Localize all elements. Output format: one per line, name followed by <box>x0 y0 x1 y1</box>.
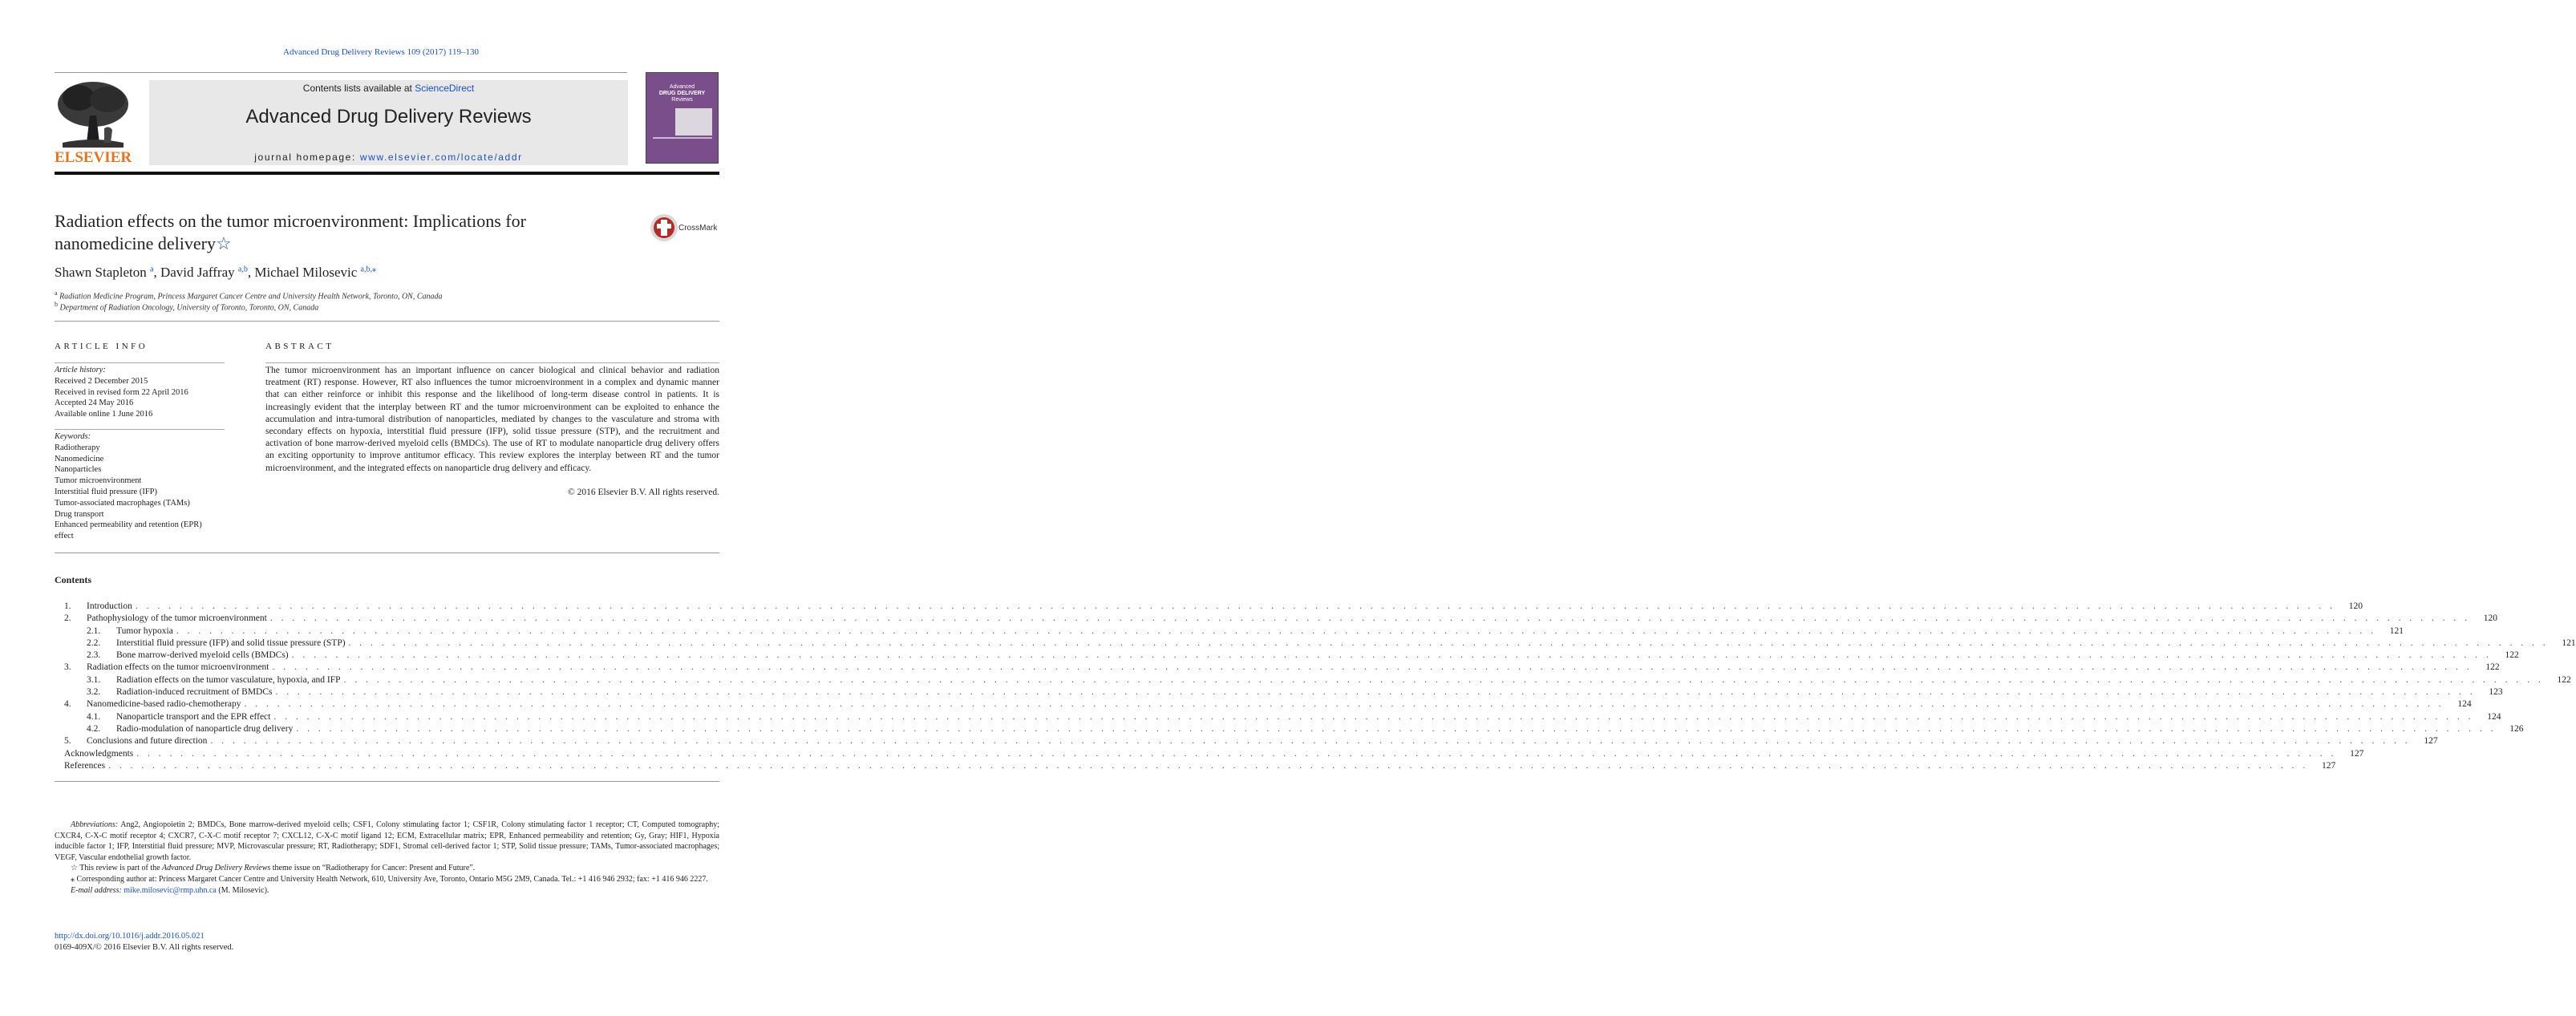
email-link[interactable]: mike.milosevic@rmp.uhn.ca <box>124 885 217 895</box>
theme-footnote-text: This review is part of the <box>77 864 163 873</box>
article-title <box>55 210 632 255</box>
keywords-label: Keywords: <box>55 432 91 441</box>
toc-entry[interactable] <box>64 625 2404 638</box>
theme-footnote-journal: Advanced Drug Delivery Reviews <box>162 864 271 873</box>
email-footnote <box>55 885 719 897</box>
toc-number: 1. <box>64 601 71 611</box>
abbreviations-label: Abbreviations: <box>71 820 119 829</box>
footnote-star: ☆ <box>71 864 78 873</box>
email-suffix: (M. Milosevic). <box>216 885 269 895</box>
elsevier-logo <box>55 80 132 165</box>
author-affiliation-mark[interactable]: a,b <box>237 265 248 274</box>
toc-entry[interactable] <box>64 748 2364 760</box>
toc-page-number: 126 <box>2509 723 2524 734</box>
toc-page-number: 127 <box>2424 736 2438 747</box>
homepage-label: journal homepage: <box>254 152 360 163</box>
toc-number: 2. <box>64 613 71 624</box>
table-of-contents <box>64 601 2576 772</box>
toc-entry[interactable] <box>64 698 2472 710</box>
toc-leader-dots: . . . . . . . . . . . . . . . . . . . . . . . . . . . . . . . . . . . . . . . . . . . . . . . . . . . . . . . . . . . . . . . . . . . . . . . . . . . . . . . . . . . . . . . . . . . . . . . . . . . . . . . . . . . . . . . . . . . . . . . . . . . . . . . . . . . . . . . . . . . . . . . . . . . . . . . . . . . . . . . . . . . . . . . . . . . . . . . . . . . . . . . . . . . . . . . . . . . . . . . . <box>135 601 2335 611</box>
email-label: E-mail address: <box>71 885 122 895</box>
cover-title-line1: Advanced <box>669 84 695 90</box>
toc-leader-dots: . . . . . . . . . . . . . . . . . . . . . . . . . . . . . . . . . . . . . . . . . . . . . . . . . . . . . . . . . . . . . . . . . . . . . . . . . . . . . . . . . . . . . . . . . . . . . . . . . . . . . . . . . . . . . . . . . . . . . . . . . . . . . . . . . . . . . . . . . . . . . . . . . . . . . . . . . . . . . . . . . . . . . . . . . . . . . . . . . . . . . . . . . . . . . . . . . . . . . . . . <box>275 687 2476 698</box>
toc-page-number: 124 <box>2457 699 2472 710</box>
toc-entry[interactable] <box>64 711 2501 723</box>
title-footnote-star[interactable]: ☆ <box>215 233 232 253</box>
author-separator: , <box>247 265 252 280</box>
journal-citation[interactable]: Advanced Drug Delivery Reviews 109 (2017) 119–130 <box>283 47 479 57</box>
toc-page-number: 122 <box>2485 662 2500 673</box>
toc-entry[interactable] <box>64 723 2524 735</box>
sciencedirect-link[interactable]: ScienceDirect <box>415 83 475 94</box>
abstract-heading: ABSTRACT <box>265 342 334 351</box>
toc-number: 2.2. <box>87 638 101 648</box>
history-item: Received in revised form 22 April 2016 <box>55 387 188 397</box>
toc-label[interactable]: Conclusions and future direction <box>87 736 208 747</box>
article-info-heading: ARTICLE INFO <box>55 342 148 351</box>
author-separator: , <box>153 265 157 280</box>
journal-cover <box>646 72 719 164</box>
history-item: Received 2 December 2015 <box>55 376 148 386</box>
toc-entry[interactable] <box>64 638 2576 650</box>
toc-leader-dots: . . . . . . . . . . . . . . . . . . . . . . . . . . . . . . . . . . . . . . . . . . . . . . . . . . . . . . . . . . . . . . . . . . . . . . . . . . . . . . . . . . . . . . . . . . . . . . . . . . . . . . . . . . . . . . . . . . . . . . . . . . . . . . . . . . . . . . . . . . . . . . . . . . . . . . . . . . . . . . . . . . . . . . . . . . . . . . . . . . . . . . . . . . . . . . . . . . . . . . . . <box>176 625 2376 636</box>
toc-number: 3. <box>64 662 71 673</box>
toc-leader-dots: . . . . . . . . . . . . . . . . . . . . . . . . . . . . . . . . . . . . . . . . . . . . . . . . . . . . . . . . . . . . . . . . . . . . . . . . . . . . . . . . . . . . . . . . . . . . . . . . . . . . . . . . . . . . . . . . . . . . . . . . . . . . . . . . . . . . . . . . . . . . . . . . . . . . . . . . . . . . . . . . . . . . . . . . . . . . . . . . . . . . . . . . . . . . . . . . . . . . . . . . <box>348 638 2549 648</box>
keywords <box>55 431 225 542</box>
keyword: Tumor-associated macrophages (TAMs) <box>55 498 190 508</box>
header-thick-rule <box>55 172 719 175</box>
author-list <box>55 265 376 281</box>
crossmark-label: CrossMark <box>678 224 718 233</box>
keyword: Nanomedicine <box>55 454 104 463</box>
author: David Jaffray <box>160 265 235 280</box>
toc-leader-dots: . . . . . . . . . . . . . . . . . . . . . . . . . . . . . . . . . . . . . . . . . . . . . . . . . . . . . . . . . . . . . . . . . . . . . . . . . . . . . . . . . . . . . . . . . . . . . . . . . . . . . . . . . . . . . . . . . . . . . . . . . . . . . . . . . . . . . . . . . . . . . . . . . . . . . . . . . . . . . . . . . . . . . . . . . . . . . . . . . . . . . . . . . . . . . . . . . . . . . . . . <box>273 711 2474 722</box>
toc-leader-dots: . . . . . . . . . . . . . . . . . . . . . . . . . . . . . . . . . . . . . . . . . . . . . . . . . . . . . . . . . . . . . . . . . . . . . . . . . . . . . . . . . . . . . . . . . . . . . . . . . . . . . . . . . . . . . . . . . . . . . . . . . . . . . . . . . . . . . . . . . . . . . . . . . . . . . . . . . . . . . . . . . . . . . . . . . . . . . . . . . . . . . . . . . . . . . . . . . . . . . . . . <box>108 760 2309 771</box>
doi-link[interactable]: http://dx.doi.org/10.1016/j.addr.2016.05.021 <box>55 932 205 941</box>
toc-label[interactable]: Nanoparticle transport and the EPR effect <box>116 711 271 722</box>
toc-entry[interactable] <box>64 686 2503 698</box>
abbreviations-text: Ang2, Angiopoietin 2; BMDCs, Bone marrow-derived myeloid cells; CSF1, Colony stimulating factor 1; CSF1R, Colony stimulating factor 1 receptor; CT, Computed tomography; CXCR4, C-X-C motif receptor 4; CXCR7, C-X-C motif receptor 7; CXCL12, C-X-C motif ligand 12; ECM, Extracellular matrix; EPR, Enhanced permeability and retention; Gy, Gray; HIF1, Hypoxia inducible factor 1; IFP, Interstitial fluid pressure; MVP, Microvascular pressure; RT, Radiotherapy; SDF1, Stromal cell-derived factor 1; STP, Solid tissue pressure; TAMs, Tumor-associated macrophages; VEGF, Vascular endothelial growth factor. <box>55 820 719 862</box>
affiliation-mark: b <box>55 301 58 308</box>
affiliation-text: Department of Radiation Oncology, University of Toronto, Toronto, ON, Canada <box>59 303 319 313</box>
toc-entry[interactable] <box>64 674 2571 686</box>
toc-label[interactable]: Introduction <box>87 601 132 611</box>
toc-page-number: 121 <box>2562 638 2576 648</box>
keyword: Tumor microenvironment <box>55 476 142 486</box>
toc-leader-dots: . . . . . . . . . . . . . . . . . . . . . . . . . . . . . . . . . . . . . . . . . . . . . . . . . . . . . . . . . . . . . . . . . . . . . . . . . . . . . . . . . . . . . . . . . . . . . . . . . . . . . . . . . . . . . . . . . . . . . . . . . . . . . . . . . . . . . . . . . . . . . . . . . . . . . . . . . . . . . . . . . . . . . . . . . . . . . . . . . . . . . . . . . . . . . . . . . . . . . . . . <box>136 748 2337 759</box>
article-info-rule <box>55 362 225 363</box>
toc-number: 2.3. <box>87 650 101 661</box>
toc-entry[interactable] <box>64 601 2363 613</box>
toc-label[interactable]: Radio-modulation of nanoparticle drug delivery <box>116 723 294 734</box>
abstract-text: The tumor microenvironment has an important influence on cancer biological and clinical behavior and radiation treatment (RT) response. However, RT also influences the tumor microenvironment in a complex and dynamic manner that can either reinforce or inhibit this response and the likelihood of long-term disease control in patients. It is increasingly evident that the interplay between RT and the tumor microenvironment can be exploited to enhance the accumulation and intra-tumoral distribution of nanoparticles, mediated by changes to the vasculature and stroma with secondary effects on hypoxia, interstitial fluid pressure (IFP), solid tissue pressure (STP), and the recruitment and activation of bone marrow-derived myeloid cells (BMDCs). The use of RT to modulate nanoparticle drug delivery offers an exciting opportunity to improve antitumor efficacy. This review explores the interplay between RT and the tumor microenvironment, and the integrated effects on nanoparticle drug delivery and efficacy. <box>265 366 719 473</box>
cover-image <box>675 108 712 136</box>
section-rule <box>55 781 719 782</box>
toc-number: 3.1. <box>87 674 101 685</box>
toc-leader-dots: . . . . . . . . . . . . . . . . . . . . . . . . . . . . . . . . . . . . . . . . . . . . . . . . . . . . . . . . . . . . . . . . . . . . . . . . . . . . . . . . . . . . . . . . . . . . . . . . . . . . . . . . . . . . . . . . . . . . . . . . . . . . . . . . . . . . . . . . . . . . . . . . . . . . . . . . . . . . . . . . . . . . . . . . . . . . . . . . . . . . . . . . . . . . . . . . . . . . . . . . <box>291 650 2492 661</box>
toc-page-number: 121 <box>2389 625 2404 636</box>
cover-title-line3: Reviews <box>671 97 693 103</box>
history-item: Accepted 24 May 2016 <box>55 399 134 408</box>
title-line-2: nanomedicine delivery <box>55 233 216 253</box>
toc-page-number: 122 <box>2505 650 2519 661</box>
toc-label[interactable]: Interstitial fluid pressure (IFP) and solid tissue pressure (STP) <box>116 638 346 648</box>
title-line-1: Radiation effects on the tumor microenvironment: Implications for <box>55 211 526 231</box>
keyword: Enhanced permeability and retention (EPR) <box>55 520 202 530</box>
corresponding-author-text: Corresponding author at: Princess Margaret Cancer Centre and University Health Network, 610, University Ave, Toronto, Ontario M5G 2M9, Canada. Tel.: +1 416 946 2932; fax: +1 416 946 2227. <box>75 874 708 884</box>
toc-page-number: 120 <box>2348 601 2363 611</box>
footnotes <box>55 820 719 896</box>
corresponding-author-footnote <box>55 874 719 885</box>
affiliation <box>55 289 443 301</box>
history-label: Article history: <box>55 366 106 374</box>
toc-page-number: 127 <box>2350 748 2364 759</box>
toc-leader-dots: . . . . . . . . . . . . . . . . . . . . . . . . . . . . . . . . . . . . . . . . . . . . . . . . . . . . . . . . . . . . . . . . . . . . . . . . . . . . . . . . . . . . . . . . . . . . . . . . . . . . . . . . . . . . . . . . . . . . . . . . . . . . . . . . . . . . . . . . . . . . . . . . . . . . . . . . . . . . . . . . . . . . . . . . . . . . . . . . . . . . . . . . . . . . . . . . . . . . . . . . <box>244 699 2444 710</box>
toc-leader-dots: . . . . . . . . . . . . . . . . . . . . . . . . . . . . . . . . . . . . . . . . . . . . . . . . . . . . . . . . . . . . . . . . . . . . . . . . . . . . . . . . . . . . . . . . . . . . . . . . . . . . . . . . . . . . . . . . . . . . . . . . . . . . . . . . . . . . . . . . . . . . . . . . . . . . . . . . . . . . . . . . . . . . . . . . . . . . . . . . . . . . . . . . . . . . . . . . . . . . . . . . <box>343 674 2544 685</box>
toc-label[interactable]: Radiation-induced recruitment of BMDCs <box>116 687 273 698</box>
affiliation-text: Radiation Medicine Program, Princess Margaret Cancer Centre and University Health Network, Toronto, ON, Canada <box>59 292 443 302</box>
toc-entry[interactable] <box>64 662 2500 674</box>
toc-entry[interactable] <box>64 613 2497 625</box>
theme-footnote <box>55 863 719 874</box>
toc-entry[interactable] <box>64 735 2438 747</box>
elsevier-wordmark: ELSEVIER <box>55 149 132 166</box>
toc-entry[interactable] <box>64 650 2519 662</box>
toc-number: 2.1. <box>87 625 101 636</box>
toc-label[interactable]: Radiation effects on the tumor vasculature, hypoxia, and IFP <box>116 674 341 685</box>
toc-leader-dots: . . . . . . . . . . . . . . . . . . . . . . . . . . . . . . . . . . . . . . . . . . . . . . . . . . . . . . . . . . . . . . . . . . . . . . . . . . . . . . . . . . . . . . . . . . . . . . . . . . . . . . . . . . . . . . . . . . . . . . . . . . . . . . . . . . . . . . . . . . . . . . . . . . . . . . . . . . . . . . . . . . . . . . . . . . . . . . . . . . . . . . . . . . . . . . . . . . . . . . . . <box>296 723 2497 734</box>
toc-leader-dots: . . . . . . . . . . . . . . . . . . . . . . . . . . . . . . . . . . . . . . . . . . . . . . . . . . . . . . . . . . . . . . . . . . . . . . . . . . . . . . . . . . . . . . . . . . . . . . . . . . . . . . . . . . . . . . . . . . . . . . . . . . . . . . . . . . . . . . . . . . . . . . . . . . . . . . . . . . . . . . . . . . . . . . . . . . . . . . . . . . . . . . . . . . . . . . . . . . . . . . . . <box>272 662 2473 673</box>
crossmark-icon <box>650 213 678 242</box>
author-affiliation-mark[interactable]: a,b,⁎ <box>360 265 376 274</box>
keywords-rule <box>55 429 225 430</box>
author-affiliation-mark[interactable]: a <box>150 265 154 274</box>
toc-page-number: 124 <box>2487 711 2501 722</box>
toc-page-number: 120 <box>2483 613 2497 624</box>
header-rule <box>55 72 627 73</box>
journal-homepage <box>149 152 628 163</box>
toc-leader-dots: . . . . . . . . . . . . . . . . . . . . . . . . . . . . . . . . . . . . . . . . . . . . . . . . . . . . . . . . . . . . . . . . . . . . . . . . . . . . . . . . . . . . . . . . . . . . . . . . . . . . . . . . . . . . . . . . . . . . . . . . . . . . . . . . . . . . . . . . . . . . . . . . . . . . . . . . . . . . . . . . . . . . . . . . . . . . . . . . . . . . . . . . . . . . . . . . . . . . . . . . <box>210 736 2411 747</box>
section-rule <box>55 321 719 322</box>
issn-line: 0169-409X/© 2016 Elsevier B.V. All rights reserved. <box>55 943 234 952</box>
contents-available <box>149 83 628 94</box>
footnote-asterisk: ⁎ <box>71 874 75 884</box>
abstract-rule <box>265 362 719 363</box>
author: Shawn Stapleton <box>55 265 147 280</box>
affiliation <box>55 301 318 312</box>
keyword: Nanoparticles <box>55 465 102 475</box>
cover-rule <box>653 137 712 139</box>
toc-label[interactable]: References <box>64 760 106 771</box>
toc-page-number: 127 <box>2321 760 2336 771</box>
keyword: effect <box>55 532 74 541</box>
abbreviations-footnote <box>55 820 719 863</box>
keyword: Drug transport <box>55 509 104 519</box>
toc-page-number: 123 <box>2489 687 2503 698</box>
toc-number: 4.1. <box>87 711 101 722</box>
toc-label[interactable]: Tumor hypoxia <box>116 625 173 636</box>
toc-number: 4. <box>64 699 71 710</box>
toc-entry[interactable] <box>64 760 2336 772</box>
toc-number: 5. <box>64 736 71 747</box>
abstract-copyright: © 2016 Elsevier B.V. All rights reserved. <box>568 488 719 497</box>
homepage-link[interactable]: www.elsevier.com/locate/addr <box>359 152 523 163</box>
contents-available-text: Contents lists available at <box>302 83 415 94</box>
toc-label[interactable]: Bone marrow-derived myeloid cells (BMDCs) <box>116 650 289 661</box>
journal-title: Advanced Drug Delivery Reviews <box>245 106 532 128</box>
toc-label[interactable]: Nanomedicine-based radio-chemotherapy <box>87 699 241 710</box>
theme-footnote-text: theme issue on “Radiotherapy for Cancer: Present and Future”. <box>270 864 476 873</box>
toc-leader-dots: . . . . . . . . . . . . . . . . . . . . . . . . . . . . . . . . . . . . . . . . . . . . . . . . . . . . . . . . . . . . . . . . . . . . . . . . . . . . . . . . . . . . . . . . . . . . . . . . . . . . . . . . . . . . . . . . . . . . . . . . . . . . . . . . . . . . . . . . . . . . . . . . . . . . . . . . . . . . . . . . . . . . . . . . . . . . . . . . . . . . . . . . . . . . . . . . . . . . . . . . <box>269 613 2470 624</box>
toc-label[interactable]: Pathophysiology of the tumor microenvironment <box>87 613 267 624</box>
keyword: Interstitial fluid pressure (IFP) <box>55 487 158 496</box>
article-history <box>55 365 225 420</box>
keyword: Radiotherapy <box>55 443 100 452</box>
toc-label[interactable]: Acknowledgments <box>64 748 134 759</box>
toc-number: 3.2. <box>87 687 101 698</box>
cover-title-line2: DRUG DELIVERY <box>658 91 706 96</box>
history-item: Available online 1 June 2016 <box>55 410 153 419</box>
author: Michael Milosevic <box>254 265 358 280</box>
toc-page-number: 122 <box>2557 674 2571 685</box>
contents-heading: Contents <box>55 574 92 585</box>
crossmark-badge[interactable] <box>650 213 722 244</box>
affiliation-mark: a <box>55 289 58 297</box>
toc-label[interactable]: Radiation effects on the tumor microenvironment <box>87 662 269 673</box>
toc-number: 4.2. <box>87 723 101 734</box>
